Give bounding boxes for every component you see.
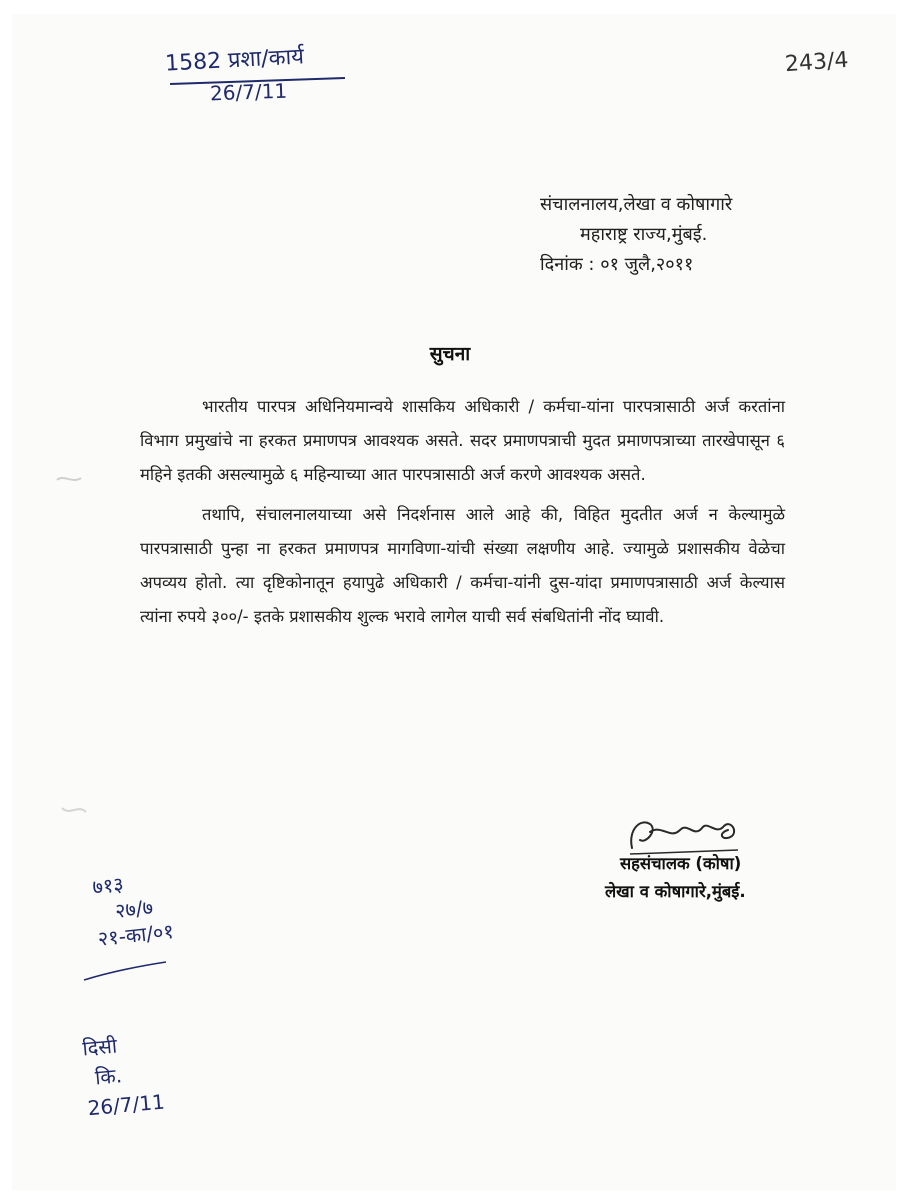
state-name: महाराष्ट्र राज्य,मुंबई.	[580, 224, 708, 245]
notice-body	[140, 390, 785, 634]
body-paragraph-1: भारतीय पारपत्र अधिनियमान्वये शासकिय अधिकारी / कर्मचा-यांना पारपत्रासाठी अर्ज करतांना विभाग प्रमुखांचे ना हरकत प्रमाणपत्र आवश्यक असते. सदर प्रमाणपत्राची मुदत प्रमाणपत्राच्या तारखेपासून ६ महिने इतकी असल्यामुळे ६ महिन्याच्या आत पारपत्रासाठी अर्ज करणे आवश्यक असते.	[140, 397, 785, 484]
signatory-designation: सहसंचालक (कोषा)	[620, 854, 742, 873]
page-reference-note	[784, 48, 849, 77]
letter-date: दिनांक : ०१ जुलै,२०११	[540, 254, 694, 275]
scan-mark-left-2	[60, 800, 90, 820]
letter-header	[540, 190, 800, 280]
signatory-office: लेखा व कोषागारे,मुंबई.	[605, 882, 746, 901]
margin-note-1-stroke	[80, 960, 170, 990]
margin-note-1-line-3: २१-का/०१	[96, 918, 175, 951]
signature-block	[605, 850, 805, 906]
margin-note-1	[91, 866, 175, 952]
margin-note-2	[81, 1027, 166, 1123]
margin-note-1-line-2: २७/७	[113, 894, 155, 923]
margin-note-2-line-2: कि.	[94, 1063, 123, 1090]
scan-mark-left	[55, 470, 85, 490]
margin-note-1-line-1: ७१३	[91, 871, 125, 900]
inward-date-note	[210, 79, 288, 106]
margin-note-2-line-1: दिसी	[81, 1033, 118, 1061]
office-name: संचालनालय,लेखा व कोषागारे	[540, 194, 733, 215]
notice-title: सुचना	[429, 343, 471, 365]
inward-date: 26/7/11	[209, 78, 288, 106]
margin-note-2-line-3: 26/7/11	[86, 1089, 166, 1121]
body-paragraph-2: तथापि, संचालनालयाच्या असे निदर्शनास आले आहे की, विहित मुदतीत अर्ज न केल्यामुळे पारपत्रासाठी पुन्हा ना हरकत प्रमाणपत्र मागविणा-यांची संख्या लक्षणीय आहे. ज्यामुळे प्रशासकीय वेळेचा अपव्यय होतो. त्या दृष्टिकोनातून हयापुढे अधिकारी / कर्मचा-यांनी दुस-यांदा प्रमाणपत्रासाठी अर्ज केल्यास त्यांना रुपये ३००/- इतके प्रशासकीय शुल्क भरावे लागेल याची सर्व संबधितांनी नोंद घ्यावी.	[140, 505, 785, 626]
page-reference: 243/4	[784, 47, 850, 78]
inward-number: 1582 प्रशा/कार्य	[164, 44, 305, 77]
